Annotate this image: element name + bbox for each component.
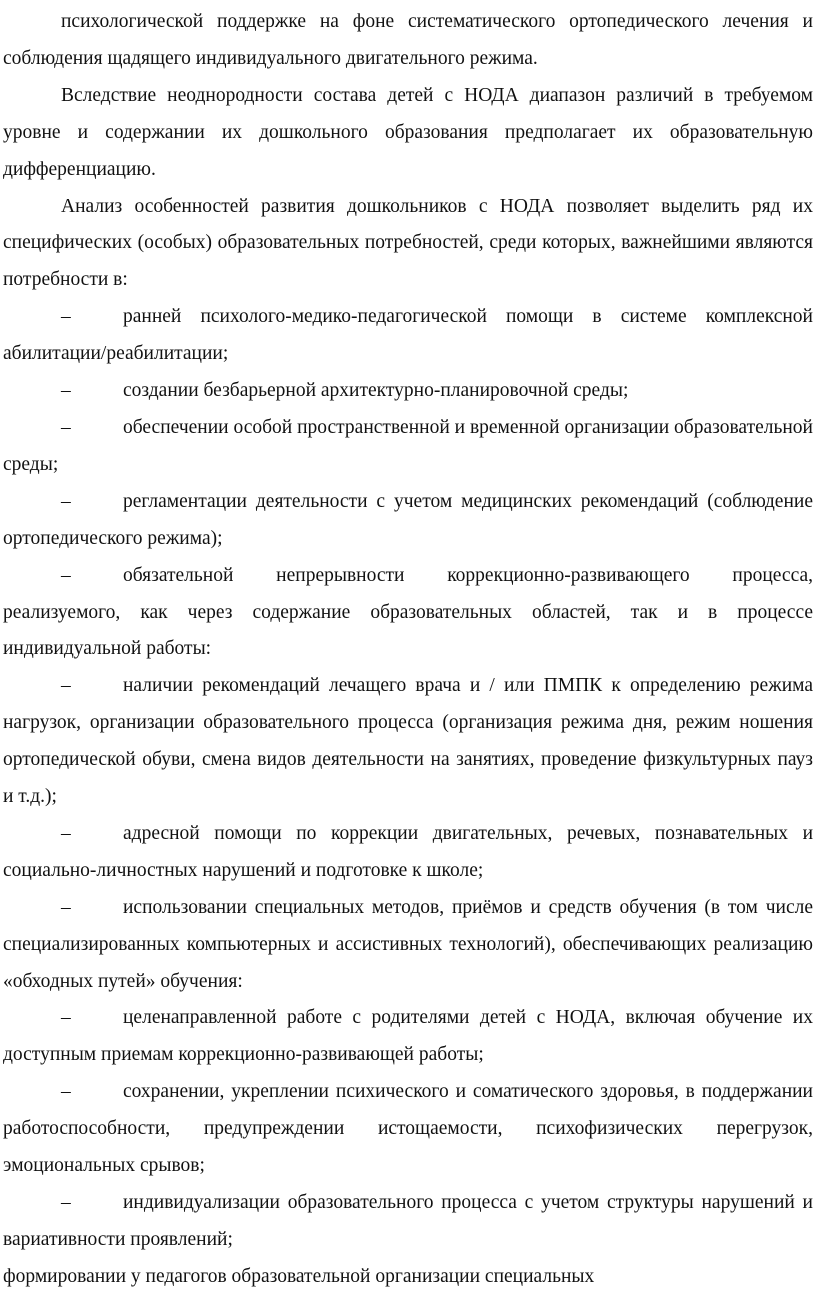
- list-item-text: целенаправленной работе с родителями детей с НОДА, включая обучение их доступным приемам коррекционно-развивающей работы;: [3, 1007, 813, 1066]
- list-item: [3, 558, 813, 669]
- paragraph-continuation: психологической поддержке на фоне систематического ортопедического лечения и соблюдения щадящего индивидуального двигательного режима.: [3, 11, 813, 69]
- list-item: [3, 1000, 813, 1074]
- list-dash: –: [61, 306, 71, 328]
- list-dash: –: [61, 1007, 71, 1029]
- paragraph-analysis: Анализ особенностей развития дошкольников с НОДА позволяет выделить ряд их специфических (особых) образовательных потребностей, среди которых, важнейшими являются потребности в:: [3, 195, 813, 291]
- list-item: [3, 668, 813, 816]
- list-dash: –: [61, 416, 71, 438]
- list-item-text: адресной помощи по коррекции двигательных, речевых, познавательных и социально-личностных нарушений и подготовке к школе;: [3, 822, 813, 881]
- list-item: [3, 410, 813, 484]
- list-item-text: наличии рекомендаций лечащего врача и / или ПМПК к определению режима нагрузок, организации образовательного процесса (организация режима дня, режим ношения ортопедической обуви, смена видов деятельности на занятиях, проведение физкультурных пауз и т.д.);: [3, 675, 813, 808]
- list-dash: –: [61, 564, 71, 586]
- list-dash: –: [61, 896, 71, 918]
- list-item-text: индивидуализации образовательного процесса с учетом структуры нарушений и вариативности проявлений;: [3, 1192, 813, 1250]
- list-item-text: обеспечении особой пространственной и временной организации образовательной среды;: [3, 416, 813, 475]
- paragraph-heterogeneity: Вследствие неоднородности состава детей с НОДА диапазон различий в требуемом уровне и содержании их дошкольного образования предполагает их образовательную дифференциацию.: [3, 84, 813, 180]
- list-item: [3, 373, 813, 410]
- list-item-text: ранней психолого-медико-педагогической помощи в системе комплексной абилитации/реабилитации;: [3, 306, 813, 365]
- list-dash: –: [61, 822, 71, 844]
- trailing-line: формировании у педагогов образовательной организации специальных: [3, 1265, 595, 1287]
- list-dash: –: [61, 490, 71, 512]
- list-item: [3, 484, 813, 558]
- list-item: [3, 1185, 813, 1259]
- list-item: [3, 890, 813, 1001]
- list-dash: –: [61, 380, 71, 402]
- list-dash: –: [61, 1192, 71, 1213]
- list-item: [3, 299, 813, 373]
- needs-list: [3, 299, 813, 1259]
- list-item-text: регламентации деятельности с учетом медицинских рекомендаций (соблюдение ортопедического режима);: [3, 490, 813, 549]
- list-dash: –: [61, 1081, 71, 1103]
- list-item: [3, 1074, 813, 1185]
- list-item-text: создании безбарьерной архитектурно-планировочной среды;: [123, 380, 629, 402]
- list-dash: –: [61, 675, 71, 697]
- list-item-text: обязательной непрерывности коррекционно-развивающего процесса, реализуемого, как через содержание образовательных областей, так и в процессе индивидуальной работы:: [3, 564, 813, 660]
- list-item-text: сохранении, укреплении психического и соматического здоровья, в поддержании работоспособности, предупреждении истощаемости, психофизических перегрузок, эмоциональных срывов;: [3, 1081, 813, 1177]
- list-item-text: использовании специальных методов, приёмов и средств обучения (в том числе специализированных компьютерных и ассистивных технологий), обеспечивающих реализацию «обходных путей» обучения:: [3, 896, 813, 992]
- list-item: [3, 816, 813, 890]
